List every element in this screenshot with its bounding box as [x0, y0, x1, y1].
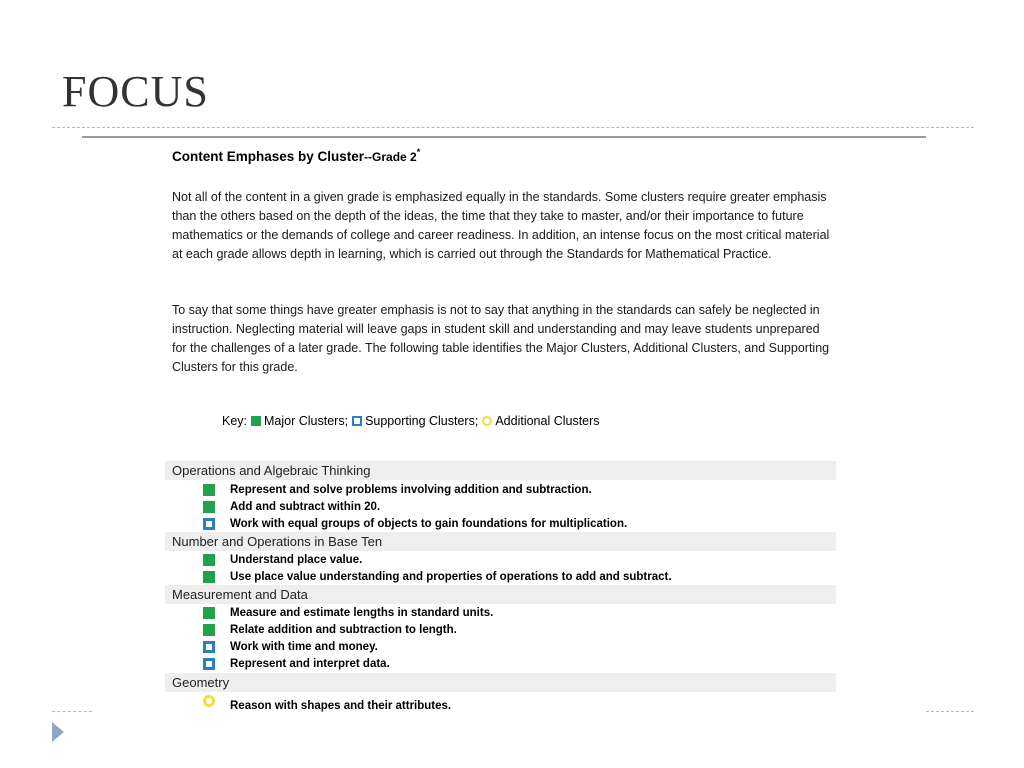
domain-row: Geometry [165, 673, 836, 692]
cluster-text: Represent and solve problems involving addition and subtraction. [230, 483, 592, 496]
cluster-item [203, 621, 457, 638]
major-cluster-icon [203, 484, 215, 496]
key-supporting: Supporting Clusters; [365, 414, 479, 428]
document-top-rule [82, 136, 926, 138]
supporting-cluster-icon [203, 658, 215, 670]
additional-cluster-icon [203, 695, 215, 707]
cluster-text: Use place value understanding and properties of operations to add and subtract. [230, 570, 672, 583]
title-divider [52, 127, 974, 128]
cluster-text: Measure and estimate lengths in standard units. [230, 606, 494, 619]
supporting-cluster-icon [203, 641, 215, 653]
cluster-key [222, 414, 600, 428]
footer-divider-right [926, 711, 974, 712]
cluster-item [203, 551, 362, 568]
key-additional: Additional Clusters [495, 414, 600, 428]
intro-paragraph-1: Not all of the content in a given grade is emphasized equally in the standards. Some clusters require greater emphasis than the others based on the depth of the ideas, the time that they take to master, and/or their importance to future mathematics or the demands of college and career readiness. In addition, an intense focus on the most critical material at each grade allows depth in learning, which is carried out through the Standards for Mathematical Practice. [172, 190, 830, 261]
key-major: Major Clusters; [264, 414, 349, 428]
cluster-text: Work with equal groups of objects to gain foundations for multiplication. [230, 517, 628, 530]
cluster-text: Work with time and money. [230, 640, 378, 653]
major-cluster-icon [203, 501, 215, 513]
cluster-item [203, 604, 493, 621]
cluster-item [203, 697, 451, 714]
major-cluster-icon [251, 416, 261, 426]
major-cluster-icon [203, 571, 215, 583]
intro-paragraph-2: To say that some things have greater emphasis is not to say that anything in the standards can safely be neglected in instruction. Neglecting material will leave gaps in student skill and understanding and may leave students unprepared for the challenges of a later grade. The following table identifies the Major Clusters, Additional Clusters, and Supporting Clusters for this grade. [172, 303, 830, 374]
cluster-item [203, 638, 378, 655]
document-image [165, 143, 837, 712]
slide-title: FOCUS [62, 67, 209, 116]
cluster-text: Relate addition and subtraction to length. [230, 623, 457, 636]
cluster-text: Represent and interpret data. [230, 657, 390, 670]
cluster-text: Reason with shapes and their attributes. [230, 699, 452, 712]
supporting-cluster-icon [352, 416, 362, 426]
supporting-cluster-icon [203, 518, 215, 530]
cluster-item [203, 498, 380, 515]
heading-footnote-mark: * [416, 147, 421, 157]
play-triangle-icon[interactable] [52, 722, 64, 742]
additional-cluster-icon [482, 416, 492, 426]
cluster-text: Add and subtract within 20. [230, 500, 381, 513]
footer-divider-left [52, 711, 92, 712]
major-cluster-icon [203, 624, 215, 636]
domain-row: Operations and Algebraic Thinking [165, 461, 836, 480]
cluster-item [203, 515, 627, 532]
domain-row: Measurement and Data [165, 585, 836, 604]
heading-grade: --Grade 2 [364, 150, 417, 164]
domain-row: Number and Operations in Base Ten [165, 532, 836, 551]
cluster-item [203, 655, 390, 672]
key-label: Key: [222, 414, 248, 428]
cluster-item [203, 481, 592, 498]
document-heading [172, 147, 420, 164]
heading-main: Content Emphases by Cluster [172, 149, 365, 164]
cluster-text: Understand place value. [230, 553, 363, 566]
major-cluster-icon [203, 607, 215, 619]
major-cluster-icon [203, 554, 215, 566]
cluster-item [203, 568, 672, 585]
